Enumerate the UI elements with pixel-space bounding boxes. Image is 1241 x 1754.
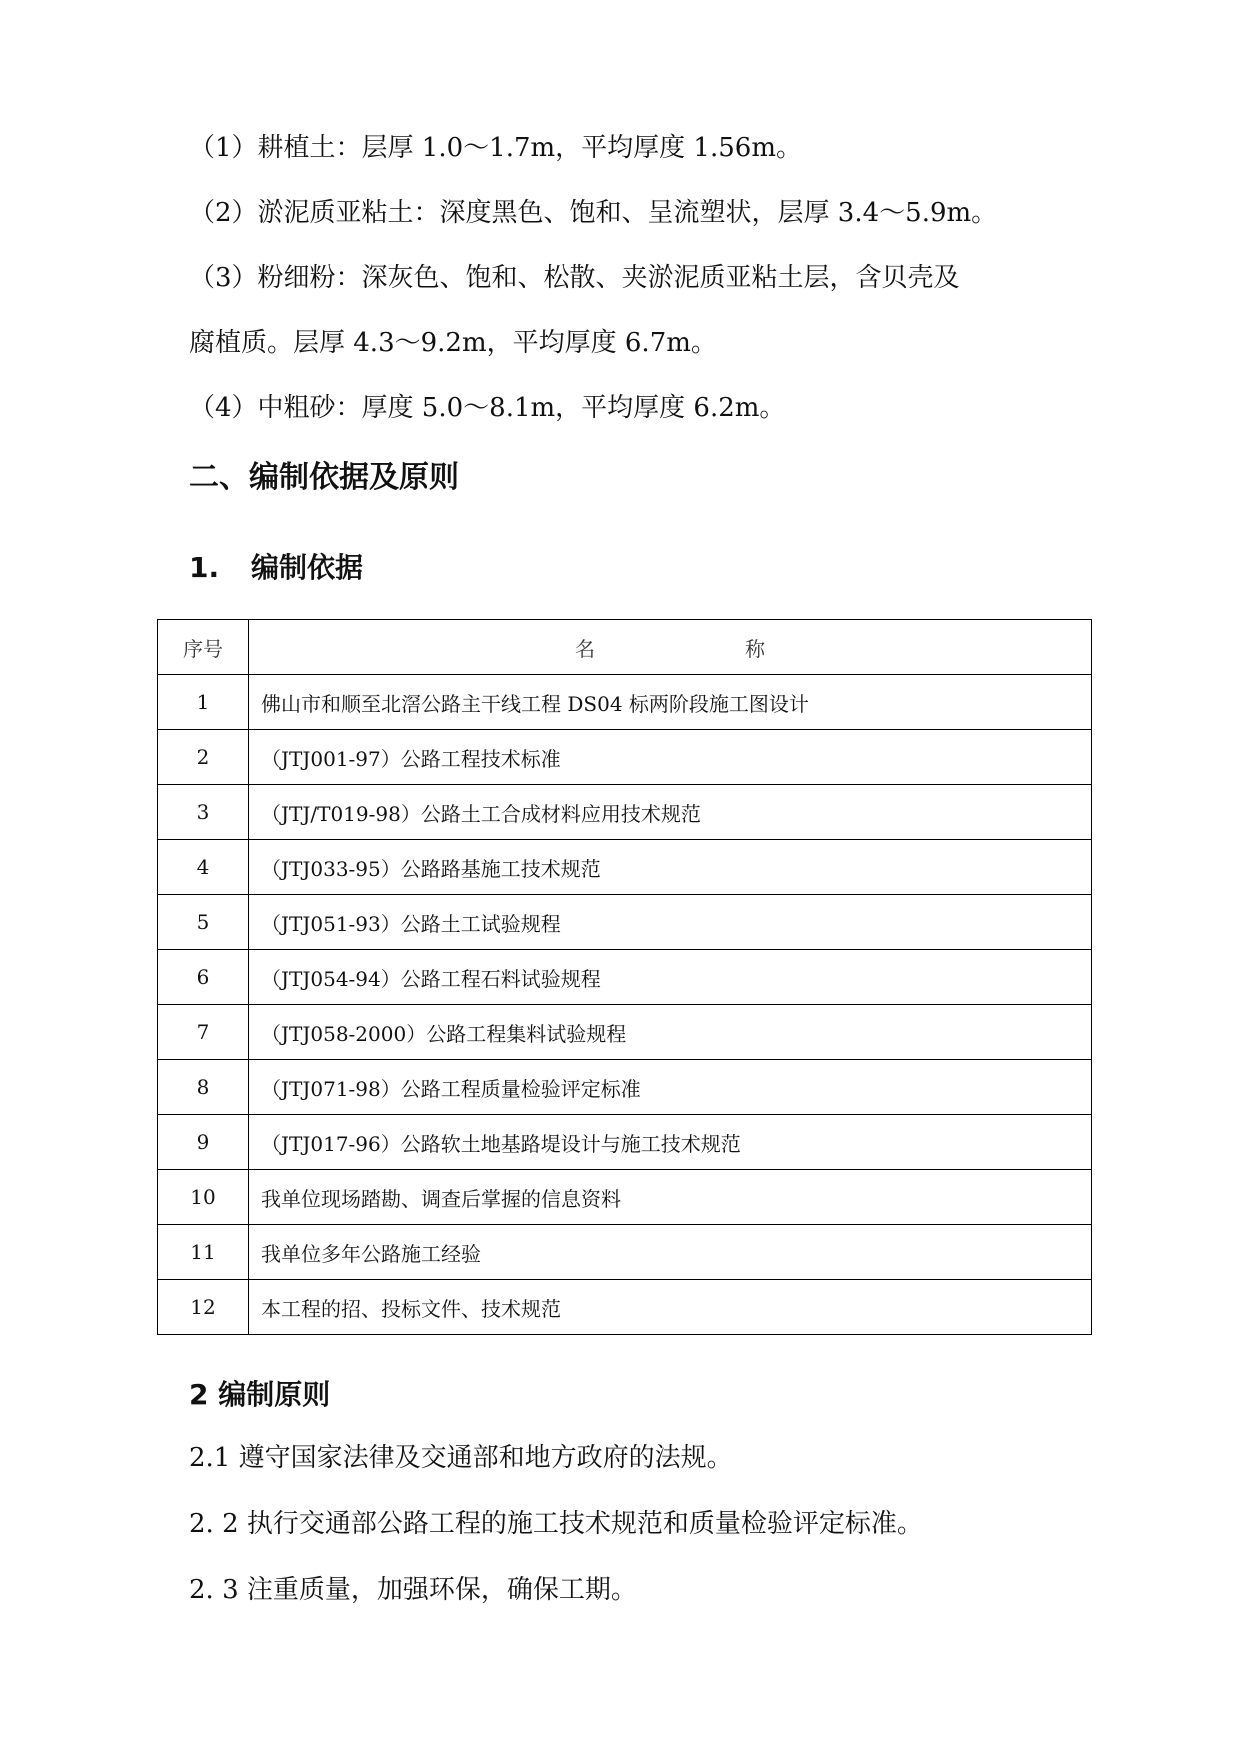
row-document-name: （JTJ058-2000）公路工程集料试验规程 [249,1005,1092,1060]
row-number: 12 [158,1280,249,1335]
row-document-name: （JTJ001-97）公路工程技术标准 [249,730,1092,785]
row-number: 9 [158,1115,249,1170]
header-name [249,620,1092,675]
section-title: 二、编制依据及原则 [189,460,459,495]
row-number: 2 [158,730,249,785]
table-row [158,895,1092,950]
soil-layer-3-cont: 腐植质。层厚 4.3～9.2m，平均厚度 6.7m。 [189,328,717,358]
row-number: 7 [158,1005,249,1060]
row-document-name: （JTJ/T019-98）公路土工合成材料应用技术规范 [249,785,1092,840]
subsection-1-number: 1. [189,551,220,584]
row-document-name: 我单位现场踏勘、调查后掌握的信息资料 [249,1170,1092,1225]
soil-layer-1: （1）耕植土：层厚 1.0～1.7m，平均厚度 1.56m。 [189,133,802,163]
principle-1: 2.1 遵守国家法律及交通部和地方政府的法规。 [189,1443,733,1473]
table-row [158,1170,1092,1225]
header-name-a: 名 [575,636,595,661]
row-document-name: （JTJ071-98）公路工程质量检验评定标准 [249,1060,1092,1115]
row-document-name: 我单位多年公路施工经验 [249,1225,1092,1280]
table-row [158,1225,1092,1280]
row-document-name: （JTJ054-94）公路工程石料试验规程 [249,950,1092,1005]
row-document-name: （JTJ033-95）公路路基施工技术规范 [249,840,1092,895]
row-document-name: 佛山市和顺至北滘公路主干线工程 DS04 标两阶段施工图设计 [249,675,1092,730]
subsection-1-heading [189,546,363,586]
row-number: 3 [158,785,249,840]
row-number: 5 [158,895,249,950]
table-row [158,1005,1092,1060]
basis-table [157,619,1092,1335]
row-document-name: 本工程的招、投标文件、技术规范 [249,1280,1092,1335]
row-number: 10 [158,1170,249,1225]
row-number: 4 [158,840,249,895]
soil-layer-2: （2）淤泥质亚粘土：深度黑色、饱和、呈流塑状，层厚 3.4～5.9m。 [189,198,998,228]
soil-layer-3: （3）粉细粉：深灰色、饱和、松散、夹淤泥质亚粘土层，含贝壳及 [189,263,960,293]
table-header-row [158,620,1092,675]
row-number: 8 [158,1060,249,1115]
table-row [158,1060,1092,1115]
table-row [158,675,1092,730]
table-row [158,840,1092,895]
row-number: 1 [158,675,249,730]
row-document-name: （JTJ051-93）公路土工试验规程 [249,895,1092,950]
table-row [158,730,1092,785]
table-row [158,785,1092,840]
header-name-b: 称 [745,636,765,661]
row-document-name: （JTJ017-96）公路软土地基路堤设计与施工技术规范 [249,1115,1092,1170]
principle-3: 2. 3 注重质量，加强环保，确保工期。 [189,1575,637,1605]
table-row [158,1115,1092,1170]
row-number: 11 [158,1225,249,1280]
table-row [158,1280,1092,1335]
table-row [158,950,1092,1005]
principle-2: 2. 2 执行交通部公路工程的施工技术规范和质量检验评定标准。 [189,1509,923,1539]
header-index: 序号 [158,620,249,675]
subsection-1-title: 编制依据 [251,551,364,584]
soil-layer-4: （4）中粗砂：厚度 5.0～8.1m，平均厚度 6.2m。 [189,393,786,423]
subsection-2-heading: 2 编制原则 [189,1378,331,1411]
row-number: 6 [158,950,249,1005]
